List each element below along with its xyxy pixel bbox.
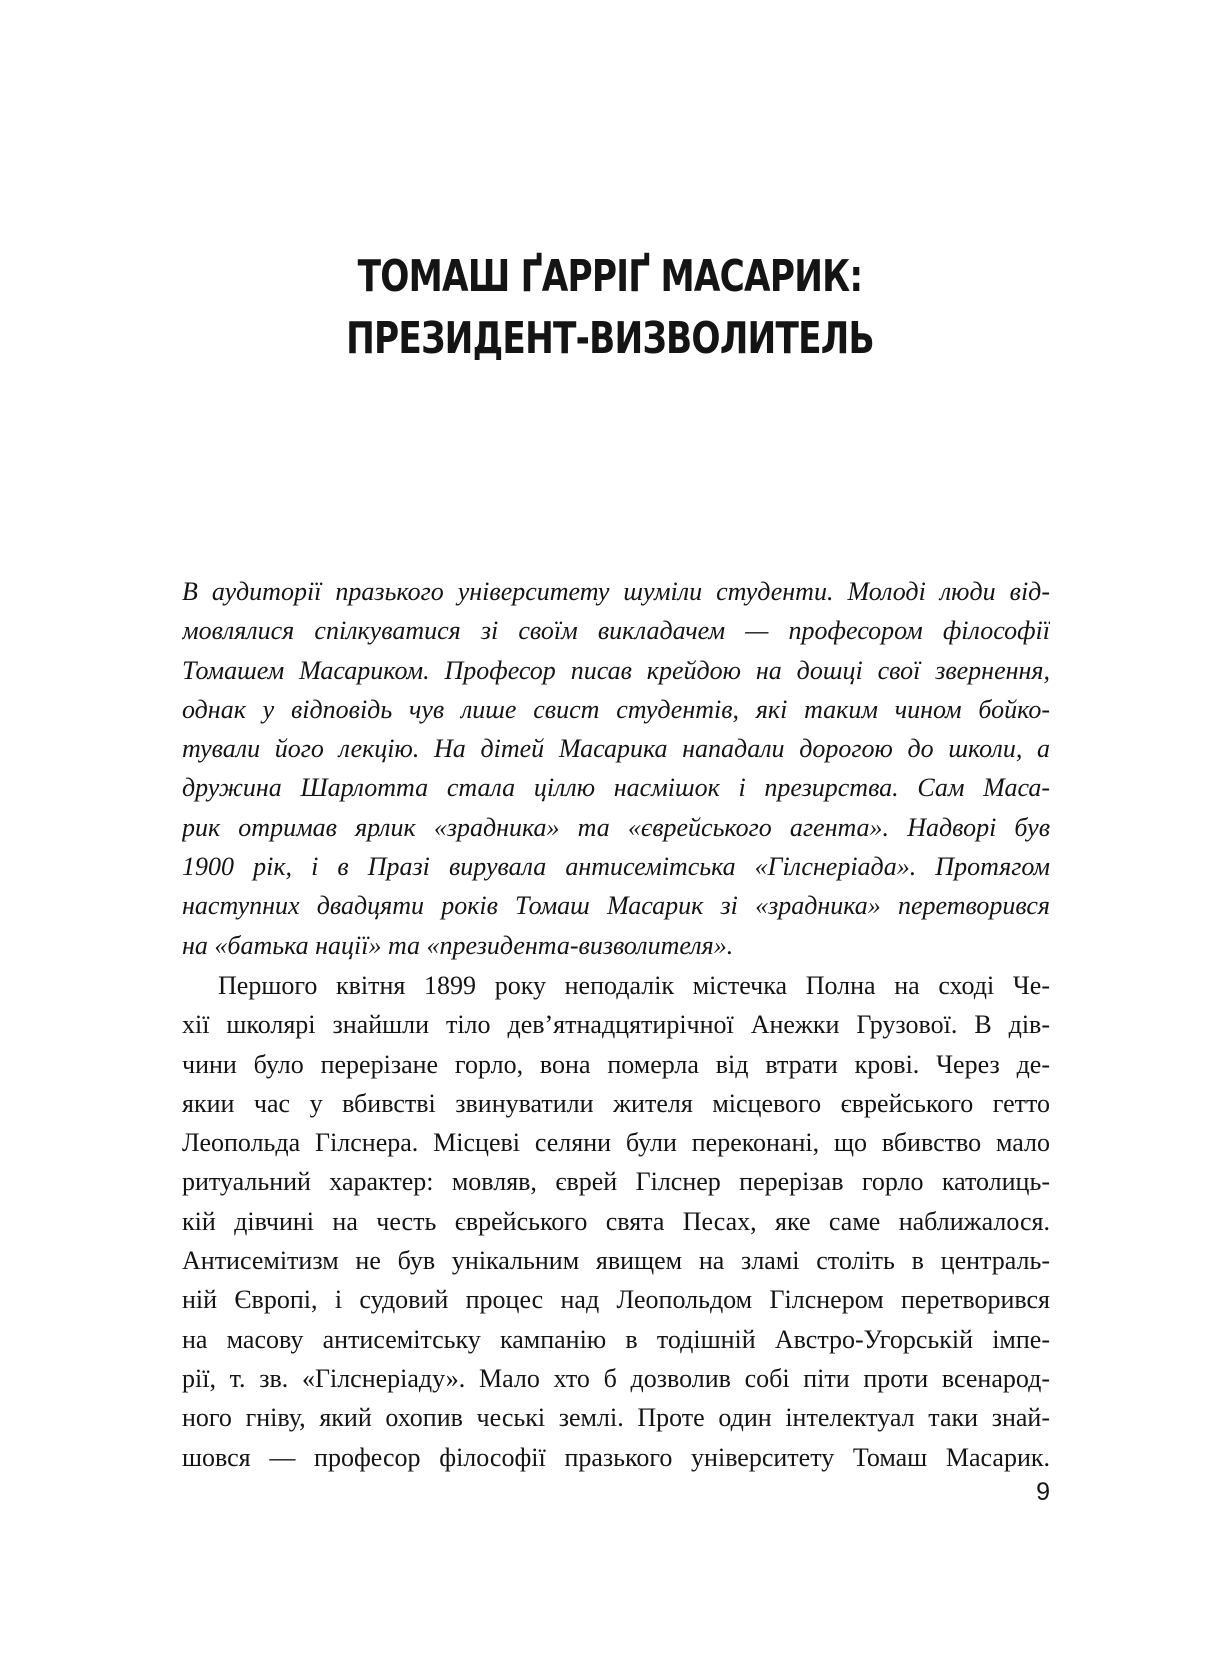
body-line: кій дівчині на честь єврейського свята Песах, яке саме наближалося. — [182, 1206, 1050, 1236]
body-paragraph — [182, 966, 1050, 1477]
body-line: ній Європі, і судовий процес над Леопольдом Гілснером перетворився — [182, 1285, 1050, 1315]
body-line: ного гніву, який охопив чеські землі. Проте один інтелектуал таки знай- — [182, 1403, 1050, 1433]
body-line: якии час у вбивстві звинуватили жителя місцевого єврейського гетто — [182, 1088, 1050, 1118]
page-number: 9 — [1036, 1478, 1050, 1506]
chapter-title — [275, 246, 946, 370]
epigraph-line: на «батька нації» та «президента-визволителя». — [182, 930, 734, 960]
chapter-title-line-1: ТОМАШ ҐАРРІҐ МАСАРИК: — [357, 251, 863, 302]
body-line: шовся — професор філософії празького університету Томаш Масарик. — [182, 1442, 1050, 1472]
epigraph-line: наступних двадцяти років Томаш Масарик зі «зрадника» перетворився — [182, 891, 1050, 921]
body-line: рії, т. зв. «Гілснеріаду». Мало хто б дозволив собі піти проти всенарод- — [182, 1363, 1050, 1393]
body-line: ритуальний характер: мовляв, єврей Гілснер перерізав горло католиць- — [182, 1167, 1050, 1197]
epigraph-line: дружина Шарлотта стала ціллю насмішок і презирства. Сам Маса- — [182, 773, 1050, 803]
body-line: чини було перерізане горло, вона померла від втрати крові. Через де- — [182, 1049, 1050, 1079]
epigraph-line: мовлялися спілкуватися зі своїм викладачем — професором філософії — [182, 616, 1050, 646]
body-line: хії школярі знайшли тіло дев’ятнадцятирічної Анежки Грузової. В дів- — [182, 1010, 1050, 1040]
epigraph-line: рик отримав ярлик «зрадника» та «єврейського агента». Надворі був — [182, 812, 1050, 842]
body-line: Антисемітизм не був унікальним явищем на зламі століть в централь- — [182, 1246, 1050, 1276]
epigraph-line: тували його лекцію. На дітей Масарика нападали дорогою до школи, а — [182, 734, 1050, 764]
epigraph-line: В аудиторії празького університету шуміли студенти. Молоді люди від- — [182, 577, 1050, 606]
body-line: на масову антисемітську кампанію в тодішній Австро-Угорській імпе- — [182, 1324, 1050, 1354]
epigraph — [182, 572, 1050, 965]
epigraph-line: Томашем Масариком. Професор писав крейдою на дошці свої звернення, — [182, 655, 1050, 685]
chapter-title-line-2: ПРЕЗИДЕНТ-ВИЗВОЛИТЕЛЬ — [346, 313, 874, 364]
body-line: Першого квітня 1899 року неподалік містечка Полна на сході Че- — [218, 971, 1050, 1000]
body-line: Леопольда Гілснера. Місцеві селяни були переконані, що вбивство мало — [182, 1128, 1050, 1158]
epigraph-line: однак у відповідь чув лише свист студентів, які таким чином бойко- — [182, 694, 1050, 724]
epigraph-line: 1900 рік, і в Празі вирувала антисемітська «Гілснеріада». Протягом — [182, 852, 1050, 882]
